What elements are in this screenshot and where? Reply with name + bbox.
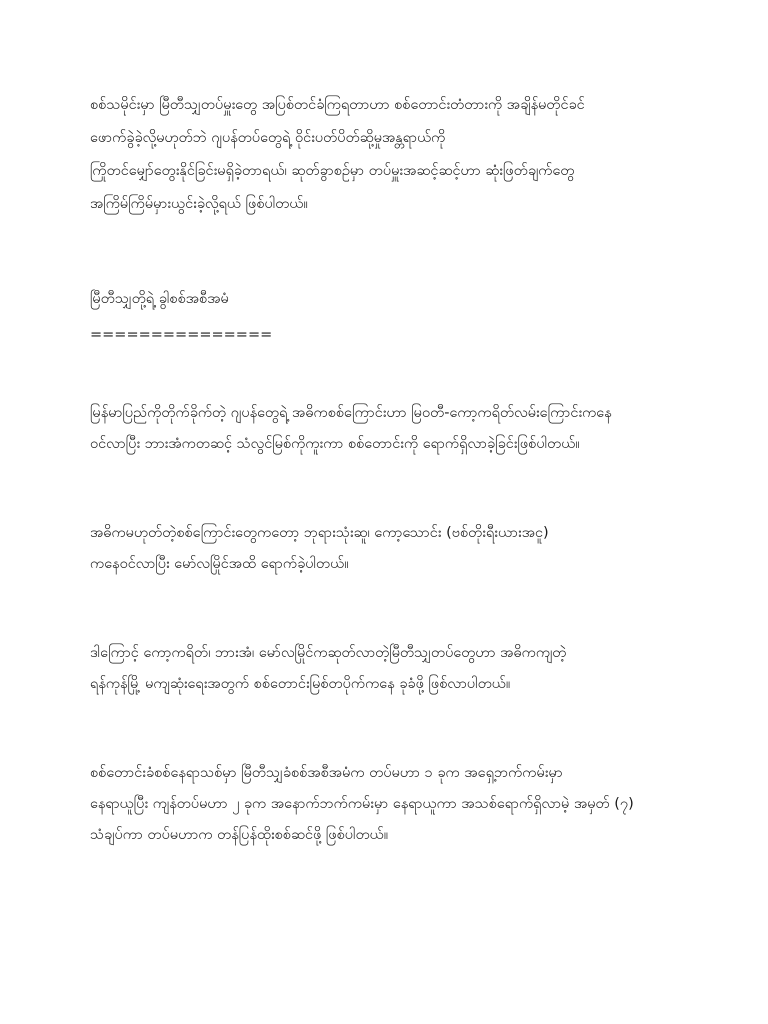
- paragraph-line: ကနေဝင်လာပြီး မော်လမြိုင်အထိ ရောက်ခဲ့ပါတယ်။: [90, 556, 349, 572]
- section-heading-text: မြီတီသျှတို့ရဲ့ ခွါစစ်အစီအမံ: [90, 291, 229, 307]
- paragraph-line: မြန်မာပြည်ကိုတိုက်ခိုက်တဲ့ ဂျပန်တွေရဲ့ အဓိကစစ်ကြောင်းဟာ မြဝတီ-ကော့ကရိတ်လမ်းကြောင်းကနေ: [90, 405, 612, 421]
- paragraph-3: [90, 520, 710, 582]
- paragraph-5: [90, 760, 710, 853]
- paragraph-line: နေရာယူပြီး ကျန်တပ်မဟာ ၂ ခုက အနောက်ဘက်ကမ်းမှာ နေရာယူကာ အသစ်ရောက်ရှိလာမဲ့ အမှတ် (၇): [90, 796, 634, 812]
- heading-underline-text: ===============: [90, 327, 273, 343]
- paragraph-line: အကြိမ်ကြိမ်မှားယွင်းခဲ့လို့ရယ် ဖြစ်ပါတယ်။: [90, 196, 308, 212]
- section-heading: [90, 286, 710, 312]
- paragraph-line: သံချပ်ကာ တပ်မဟာက တန်ပြန်ထိုးစစ်ဆင်ဖို့ ဖြစ်ပါတယ်။: [90, 827, 389, 843]
- paragraph-line: စစ်သမိုင်းမှာ မြီတီသျှတပ်မှူးတွေ အပြစ်တင်ခံကြရတာဟာ စစ်တောင်းတံတားကို အချိန်မတိုင်ခင်: [90, 97, 585, 113]
- paragraph-2: [90, 400, 710, 462]
- paragraph-1: [90, 92, 710, 224]
- paragraph-line: ရန်ကုန်မြို့ မကျဆုံးရေးအတွက် စစ်တောင်းမြစ်တပိုက်ကနေ ခုခံဖို့ ဖြစ်လာပါတယ်။: [90, 676, 511, 692]
- paragraph-4: [90, 640, 710, 702]
- paragraph-line: ဝင်လာပြီး ဘားအံကတဆင့် သံလွင်မြစ်ကိုကူးကာ စစ်တောင်းကို ရောက်ရှိလာခဲ့ခြင်းဖြစ်ပါတယ်။: [90, 436, 580, 452]
- paragraph-line: ကြိုတင်မျှော်တွေးနိုင်ခြင်းမရှိခဲ့တာရယ်၊ ဆုတ်ခွာစဉ်မှာ တပ်မှူးအဆင့်ဆင့်ဟာ ဆုံးဖြတ်ချက်တွေ: [90, 163, 575, 179]
- paragraph-line: ဒါကြောင့် ကော့ကရိတ်၊ ဘားအံ၊ မော်လမြိုင်ကဆုတ်လာတဲ့မြီတီသျှတပ်တွေဟာ အဓိကကျတဲ့: [90, 645, 567, 661]
- heading-underline: [90, 322, 710, 348]
- paragraph-line: စစ်တောင်းခံစစ်နေရာသစ်မှာ မြီတီသျှခံစစ်အစီအမံက တပ်မဟာ ၁ ခုက အရှေ့ဘက်ကမ်းမှာ: [90, 765, 563, 781]
- paragraph-line: ဖောက်ခွဲခဲ့လို့မဟုတ်ဘဲ ဂျပန်တပ်တွေရဲ့ ဝိုင်းပတ်ပိတ်ဆို့မှုအန္တရာယ်ကို: [90, 130, 446, 146]
- paragraph-line: အဓိကမဟုတ်တဲ့စစ်ကြောင်းတွေကတော့ ဘုရားသုံးဆူ၊ ကော့သောင်း (ဗစ်တိုးရီးယားအငူ): [90, 525, 549, 541]
